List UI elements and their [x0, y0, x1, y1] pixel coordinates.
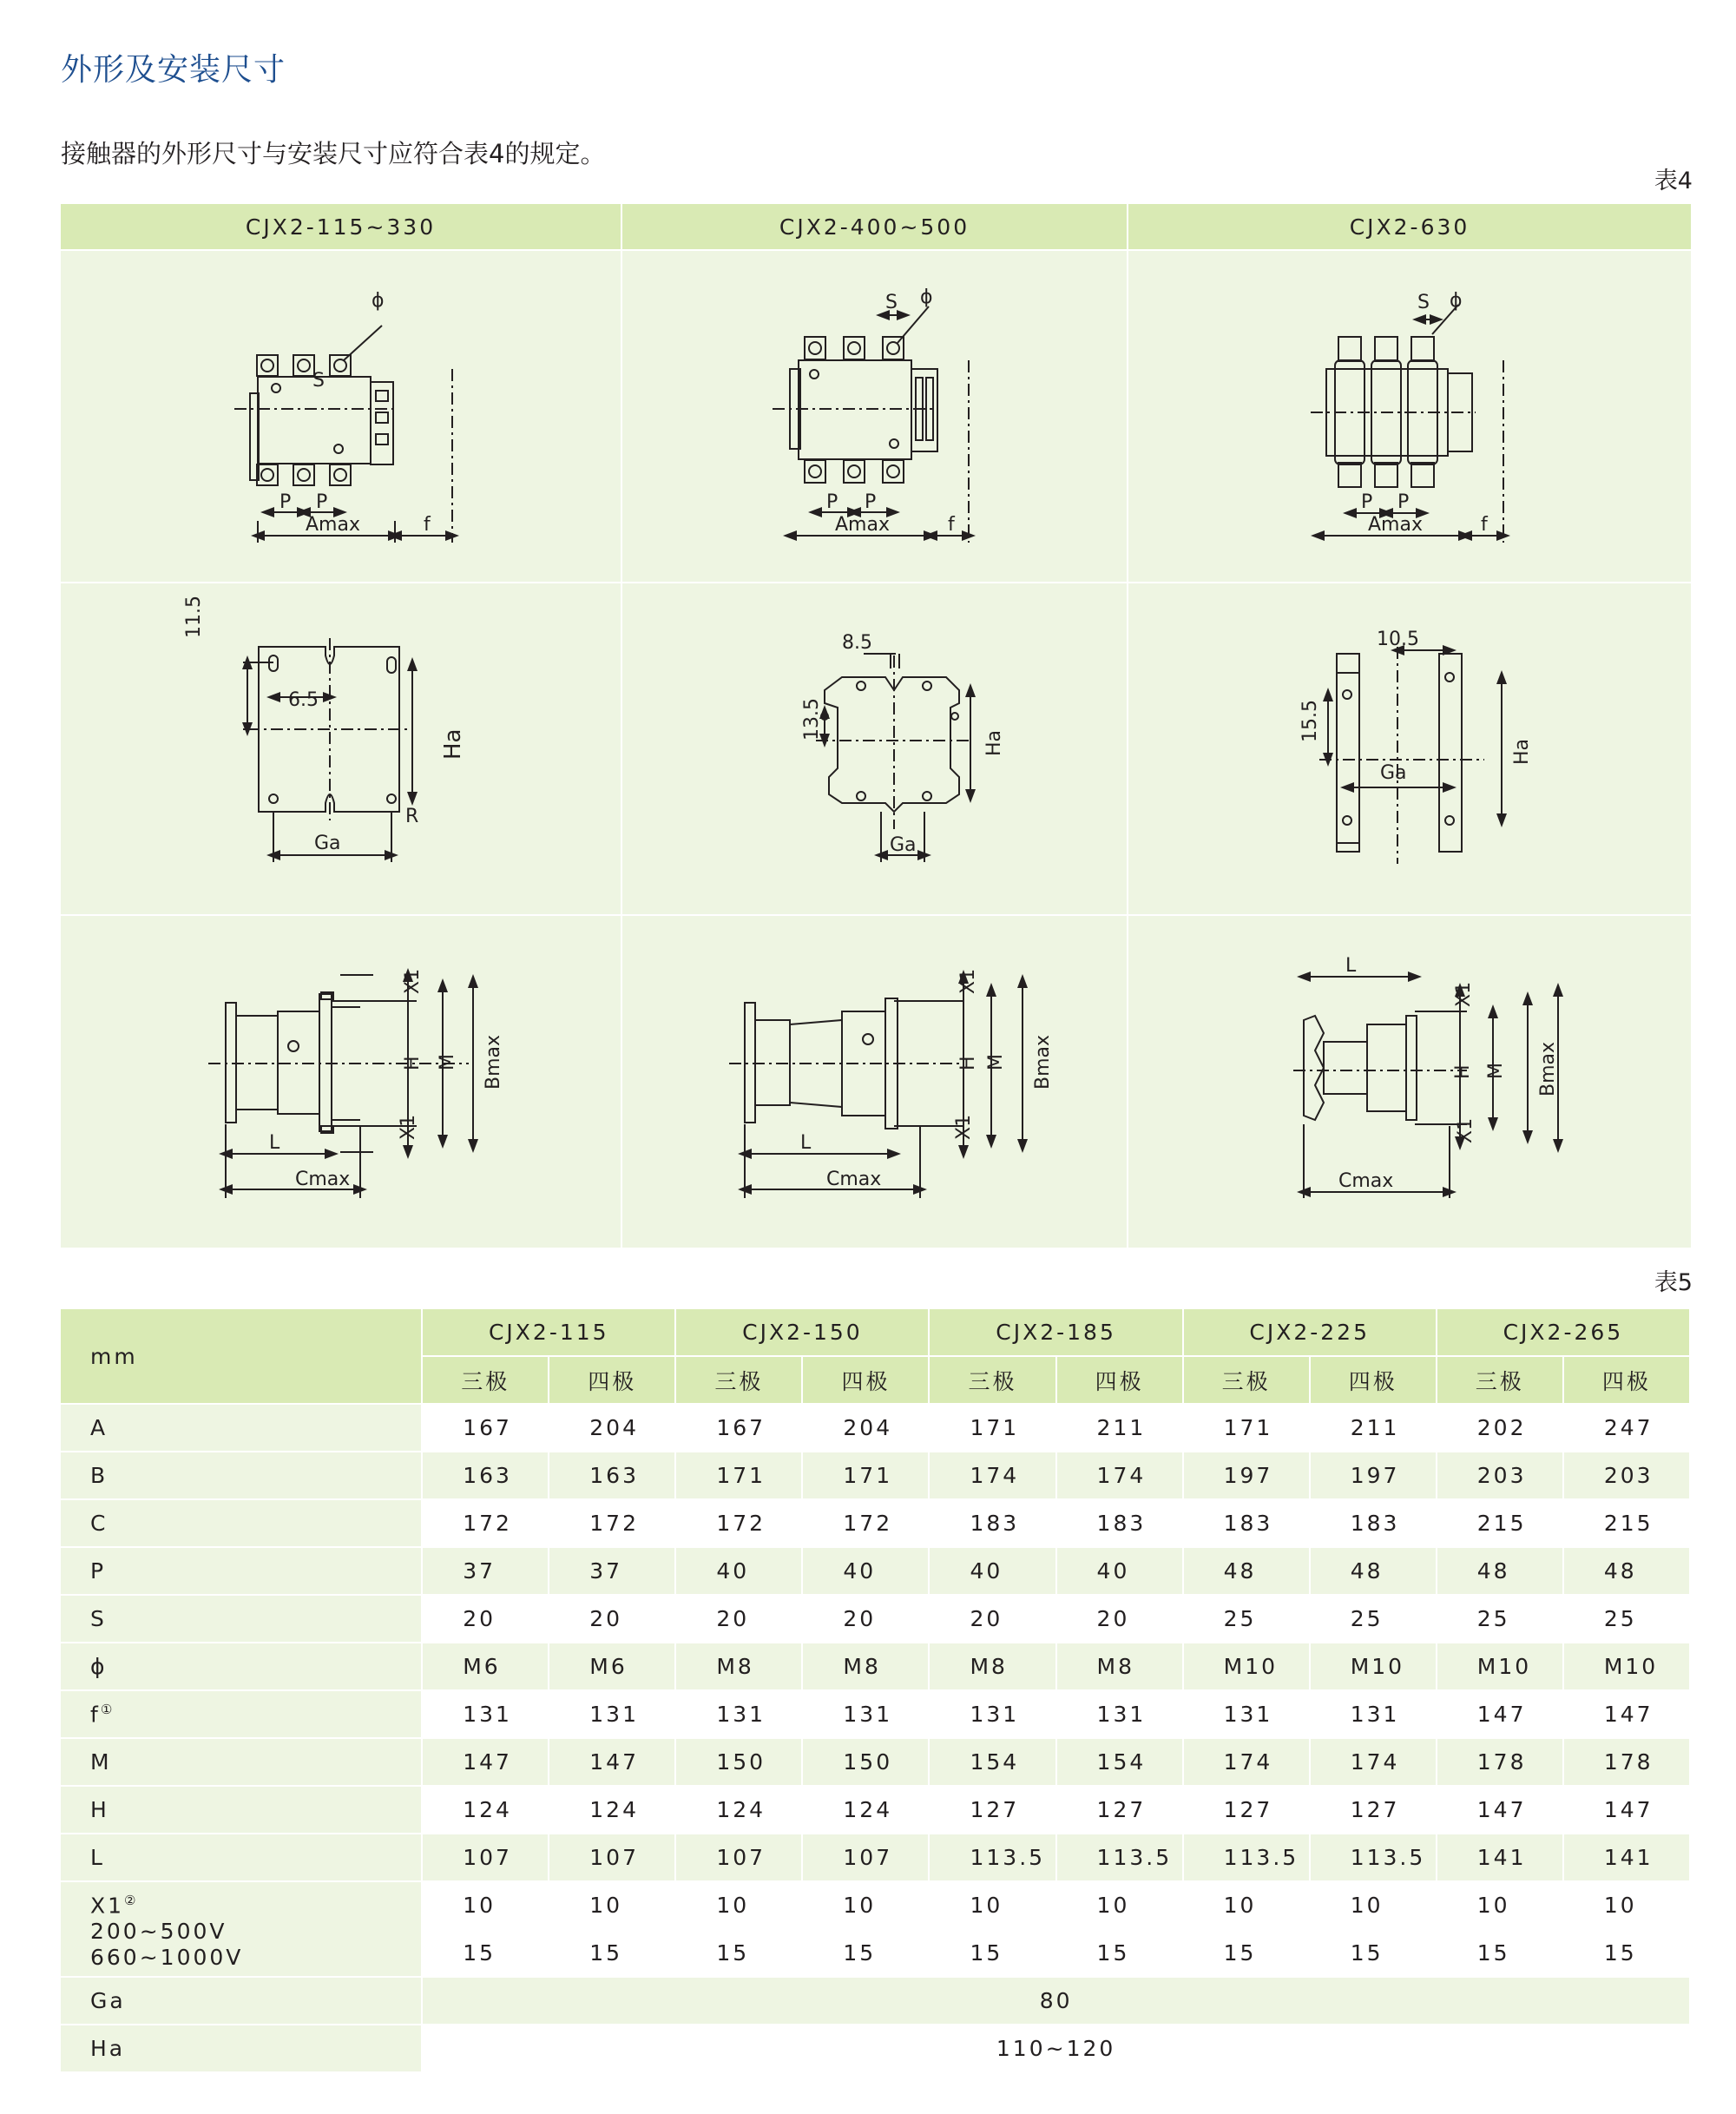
svg-text:X1: X1	[957, 968, 979, 994]
table-cell: 247	[1563, 1404, 1690, 1452]
row-label: Ha	[61, 2025, 422, 2072]
spec-table-5	[61, 1309, 1691, 2073]
table-cell: 15	[1183, 1929, 1310, 1977]
row-label: H	[61, 1786, 422, 1834]
unit-label: mm	[61, 1309, 422, 1404]
table-cell: 154	[1056, 1738, 1183, 1786]
table-cell: 171	[1183, 1404, 1310, 1452]
t4-header-col2: CJX2-400~500	[622, 204, 1127, 249]
table-cell: 10	[1437, 1881, 1563, 1929]
table-cell: 163	[549, 1452, 675, 1499]
pole-header: 三极	[1437, 1356, 1563, 1404]
svg-text:X1: X1	[953, 1114, 975, 1140]
model-header: CJX2-265	[1437, 1309, 1690, 1356]
table-cell: 124	[675, 1786, 802, 1834]
table-row	[61, 1786, 1690, 1834]
svg-text:Ha: Ha	[440, 728, 466, 760]
table-cell: M8	[675, 1643, 802, 1690]
merged-cell: 110~120	[422, 2025, 1690, 2072]
table-cell: 215	[1437, 1499, 1563, 1547]
table-cell: 197	[1183, 1452, 1310, 1499]
pole-header: 四极	[1056, 1356, 1183, 1404]
svg-text:S: S	[1417, 292, 1430, 313]
table-cell: 150	[802, 1738, 929, 1786]
table-cell: 20	[549, 1595, 675, 1643]
table-cell: 15	[1563, 1929, 1690, 1977]
svg-text:X1: X1	[398, 1114, 419, 1140]
pole-header: 三极	[1183, 1356, 1310, 1404]
merged-cell: 80	[422, 1977, 1690, 2025]
svg-text:L: L	[800, 1132, 812, 1154]
table-cell: 183	[1183, 1499, 1310, 1547]
svg-text:M: M	[437, 1054, 458, 1070]
pole-header: 四极	[1310, 1356, 1437, 1404]
svg-text:S: S	[885, 292, 898, 313]
table-cell: 124	[422, 1786, 549, 1834]
row-label: P	[61, 1547, 422, 1595]
table-cell: 25	[1563, 1595, 1690, 1643]
table-cell: 131	[675, 1690, 802, 1738]
table-cell: 15	[1056, 1929, 1183, 1977]
row-label: S	[61, 1595, 422, 1643]
svg-text:15.5: 15.5	[1299, 700, 1321, 742]
table-cell: 10	[1310, 1881, 1437, 1929]
table-cell: 131	[929, 1690, 1055, 1738]
table4-label: 表4	[1654, 168, 1693, 194]
table-cell: 147	[1563, 1690, 1690, 1738]
svg-text:f: f	[424, 514, 431, 536]
table-cell: 131	[802, 1690, 929, 1738]
svg-text:H: H	[402, 1056, 424, 1070]
table-cell: 15	[802, 1929, 929, 1977]
table-cell: 167	[675, 1404, 802, 1452]
table-cell: 171	[929, 1404, 1055, 1452]
table-row	[61, 1547, 1690, 1595]
table-cell: 211	[1310, 1404, 1437, 1452]
table-cell: 147	[549, 1738, 675, 1786]
table-cell: 15	[549, 1929, 675, 1977]
table-cell: 172	[675, 1499, 802, 1547]
table-cell: 197	[1310, 1452, 1437, 1499]
table-cell: 48	[1563, 1547, 1690, 1595]
pole-header: 四极	[549, 1356, 675, 1404]
table-cell: 40	[929, 1547, 1055, 1595]
table-row	[61, 1404, 1690, 1452]
table-cell: 147	[1437, 1690, 1563, 1738]
svg-text:10.5: 10.5	[1377, 629, 1419, 650]
svg-text:Ga: Ga	[890, 834, 917, 856]
table-row	[61, 2025, 1690, 2072]
svg-text:Amax: Amax	[835, 514, 890, 536]
svg-text:X1: X1	[402, 968, 424, 994]
table-cell: 174	[1056, 1452, 1183, 1499]
table-cell: 131	[422, 1690, 549, 1738]
table-cell: 171	[675, 1452, 802, 1499]
svg-text:11.5: 11.5	[183, 596, 205, 638]
table-cell: 48	[1437, 1547, 1563, 1595]
table-cell: 113.5	[1056, 1834, 1183, 1881]
pole-header: 四极	[1563, 1356, 1690, 1404]
table-cell: 147	[422, 1738, 549, 1786]
svg-text:ϕ: ϕ	[920, 286, 933, 308]
page-title: 外形及安装尺寸	[61, 52, 286, 88]
svg-text:Bmax: Bmax	[483, 1034, 504, 1090]
table-row	[61, 1834, 1690, 1881]
table-cell: 10	[1183, 1881, 1310, 1929]
table-cell: 171	[802, 1452, 929, 1499]
intro-text: 接触器的外形尺寸与安装尺寸应符合表4的规定。	[61, 139, 606, 168]
table-cell: 25	[1183, 1595, 1310, 1643]
svg-text:R: R	[405, 806, 419, 827]
row-label: B	[61, 1452, 422, 1499]
svg-text:L: L	[269, 1132, 280, 1154]
row-label: A	[61, 1404, 422, 1452]
model-header: CJX2-115	[422, 1309, 675, 1356]
svg-text:Bmax: Bmax	[1032, 1034, 1054, 1090]
table-cell: M10	[1183, 1643, 1310, 1690]
table-cell: 174	[929, 1452, 1055, 1499]
svg-text:P: P	[1361, 491, 1373, 513]
model-header: CJX2-225	[1183, 1309, 1437, 1356]
technical-drawings	[61, 204, 1691, 1248]
row-label: X1② 200~500V 660~1000V	[61, 1881, 422, 1977]
table-cell: 20	[929, 1595, 1055, 1643]
table-cell: 141	[1437, 1834, 1563, 1881]
table-row	[61, 1690, 1690, 1738]
pole-header: 四极	[802, 1356, 929, 1404]
svg-text:S: S	[312, 370, 325, 392]
table-row	[61, 1977, 1690, 2025]
side-view-115-330	[208, 975, 473, 1198]
svg-text:Ga: Ga	[314, 833, 341, 854]
svg-text:f: f	[948, 514, 955, 536]
svg-text:Ha: Ha	[1511, 738, 1533, 765]
table-cell: 154	[929, 1738, 1055, 1786]
table-cell: 204	[549, 1404, 675, 1452]
table-cell: 150	[675, 1738, 802, 1786]
table-cell: 163	[422, 1452, 549, 1499]
table-cell: 178	[1437, 1738, 1563, 1786]
table-cell: M8	[1056, 1643, 1183, 1690]
svg-text:Cmax: Cmax	[826, 1169, 882, 1190]
svg-text:Cmax: Cmax	[295, 1169, 351, 1190]
table-cell: 113.5	[929, 1834, 1055, 1881]
table-cell: M10	[1310, 1643, 1437, 1690]
svg-text:P: P	[316, 491, 328, 513]
svg-text:P: P	[826, 491, 838, 513]
svg-text:ϕ: ϕ	[1450, 290, 1463, 312]
table-cell: 178	[1563, 1738, 1690, 1786]
table-cell: 131	[1310, 1690, 1437, 1738]
svg-text:Ha: Ha	[983, 729, 1005, 756]
t4-header-col1: CJX2-115~330	[61, 204, 621, 249]
table5-label: 表5	[1654, 1269, 1693, 1296]
table-cell: 174	[1183, 1738, 1310, 1786]
table-cell: 183	[1310, 1499, 1437, 1547]
table-cell: 15	[422, 1929, 549, 1977]
table-cell: 202	[1437, 1404, 1563, 1452]
mounting-plate-115-330	[243, 638, 412, 862]
table-cell: 167	[422, 1404, 549, 1452]
svg-text:P: P	[1397, 491, 1410, 513]
table-cell: 141	[1563, 1834, 1690, 1881]
row-label: L	[61, 1834, 422, 1881]
table-cell: 40	[802, 1547, 929, 1595]
table-cell: 172	[549, 1499, 675, 1547]
table-cell: 215	[1563, 1499, 1690, 1547]
table-cell: 37	[422, 1547, 549, 1595]
mounting-rails-630	[1319, 647, 1502, 864]
table-cell: 20	[675, 1595, 802, 1643]
row-label: C	[61, 1499, 422, 1547]
table-cell: 10	[929, 1881, 1055, 1929]
table-cell: 20	[422, 1595, 549, 1643]
table-cell: 131	[1056, 1690, 1183, 1738]
table-cell: 25	[1437, 1595, 1563, 1643]
table-cell: 107	[549, 1834, 675, 1881]
row-label: Ga	[61, 1977, 422, 2025]
table-cell: 131	[1183, 1690, 1310, 1738]
table-cell: 147	[1563, 1786, 1690, 1834]
table-cell: 107	[422, 1834, 549, 1881]
table-cell: 20	[1056, 1595, 1183, 1643]
pole-header: 三极	[675, 1356, 802, 1404]
table-cell: 10	[675, 1881, 802, 1929]
table-cell: 124	[549, 1786, 675, 1834]
svg-text:M: M	[1485, 1063, 1507, 1079]
table-cell: 127	[929, 1786, 1055, 1834]
table-cell: 40	[675, 1547, 802, 1595]
table-row	[61, 1881, 1690, 1929]
model-header: CJX2-150	[675, 1309, 929, 1356]
row-label: M	[61, 1738, 422, 1786]
table-cell: 48	[1183, 1547, 1310, 1595]
svg-text:M: M	[985, 1054, 1007, 1070]
table-cell: 113.5	[1183, 1834, 1310, 1881]
table-cell: 107	[802, 1834, 929, 1881]
svg-text:Ga: Ga	[1380, 762, 1407, 784]
front-view-115-330	[234, 326, 452, 543]
row-label: ϕ	[61, 1643, 422, 1690]
pole-header: 三极	[929, 1356, 1055, 1404]
table-cell: 20	[802, 1595, 929, 1643]
table-cell: M10	[1437, 1643, 1563, 1690]
table-cell: M8	[929, 1643, 1055, 1690]
svg-text:H: H	[957, 1056, 979, 1070]
svg-text:f: f	[1481, 514, 1488, 536]
table-cell: 131	[549, 1690, 675, 1738]
table-cell: 10	[549, 1881, 675, 1929]
table-cell: 204	[802, 1404, 929, 1452]
table-cell: 25	[1310, 1595, 1437, 1643]
table-cell: 107	[675, 1834, 802, 1881]
table-cell: 183	[1056, 1499, 1183, 1547]
table-cell: 15	[1310, 1929, 1437, 1977]
svg-text:X1: X1	[1453, 981, 1475, 1007]
table-row	[61, 1452, 1690, 1499]
table-cell: 124	[802, 1786, 929, 1834]
svg-text:ϕ: ϕ	[372, 290, 385, 312]
table-cell: 10	[1056, 1881, 1183, 1929]
table-cell: 48	[1310, 1547, 1437, 1595]
svg-text:Amax: Amax	[1368, 514, 1423, 536]
table-cell: 172	[802, 1499, 929, 1547]
table-row	[61, 1643, 1690, 1690]
row-label: f①	[61, 1690, 422, 1738]
table-cell: 10	[422, 1881, 549, 1929]
table-row	[61, 1595, 1690, 1643]
svg-text:P: P	[865, 491, 877, 513]
mounting-plate-400-500	[816, 654, 972, 862]
drawing-labels	[183, 286, 1559, 1192]
table-cell: 37	[549, 1547, 675, 1595]
table-cell: 10	[802, 1881, 929, 1929]
table-cell: 127	[1310, 1786, 1437, 1834]
svg-text:L: L	[1345, 955, 1357, 977]
svg-text:Cmax: Cmax	[1338, 1170, 1394, 1192]
table-cell: 15	[1437, 1929, 1563, 1977]
table-cell: M8	[802, 1643, 929, 1690]
table-cell: 203	[1563, 1452, 1690, 1499]
side-view-630	[1293, 977, 1558, 1198]
table-cell: 172	[422, 1499, 549, 1547]
table-cell: 174	[1310, 1738, 1437, 1786]
svg-text:13.5: 13.5	[801, 698, 823, 741]
table-cell: 10	[1563, 1881, 1690, 1929]
table-cell: 40	[1056, 1547, 1183, 1595]
svg-text:6.5: 6.5	[288, 689, 319, 711]
table-cell: 127	[1183, 1786, 1310, 1834]
svg-text:8.5: 8.5	[842, 632, 872, 654]
table-cell: 183	[929, 1499, 1055, 1547]
svg-text:P: P	[279, 491, 292, 513]
table-cell: 211	[1056, 1404, 1183, 1452]
svg-text:Amax: Amax	[306, 514, 360, 536]
svg-text:X1: X1	[1455, 1117, 1476, 1143]
table-cell: 147	[1437, 1786, 1563, 1834]
table-cell: 113.5	[1310, 1834, 1437, 1881]
svg-text:Bmax: Bmax	[1537, 1041, 1559, 1097]
t4-header-col3: CJX2-630	[1128, 204, 1691, 249]
table-cell: M6	[549, 1643, 675, 1690]
table-row	[61, 1738, 1690, 1786]
table-cell: 15	[675, 1929, 802, 1977]
table-cell: M10	[1563, 1643, 1690, 1690]
table-cell: 127	[1056, 1786, 1183, 1834]
table-cell: 15	[929, 1929, 1055, 1977]
svg-text:H: H	[1452, 1064, 1474, 1079]
dimension-table-4	[61, 204, 1691, 1248]
model-header: CJX2-185	[929, 1309, 1182, 1356]
side-view-400-500	[729, 977, 1023, 1198]
table-row	[61, 1499, 1690, 1547]
table-cell: M6	[422, 1643, 549, 1690]
table-cell: 203	[1437, 1452, 1563, 1499]
pole-header: 三极	[422, 1356, 549, 1404]
